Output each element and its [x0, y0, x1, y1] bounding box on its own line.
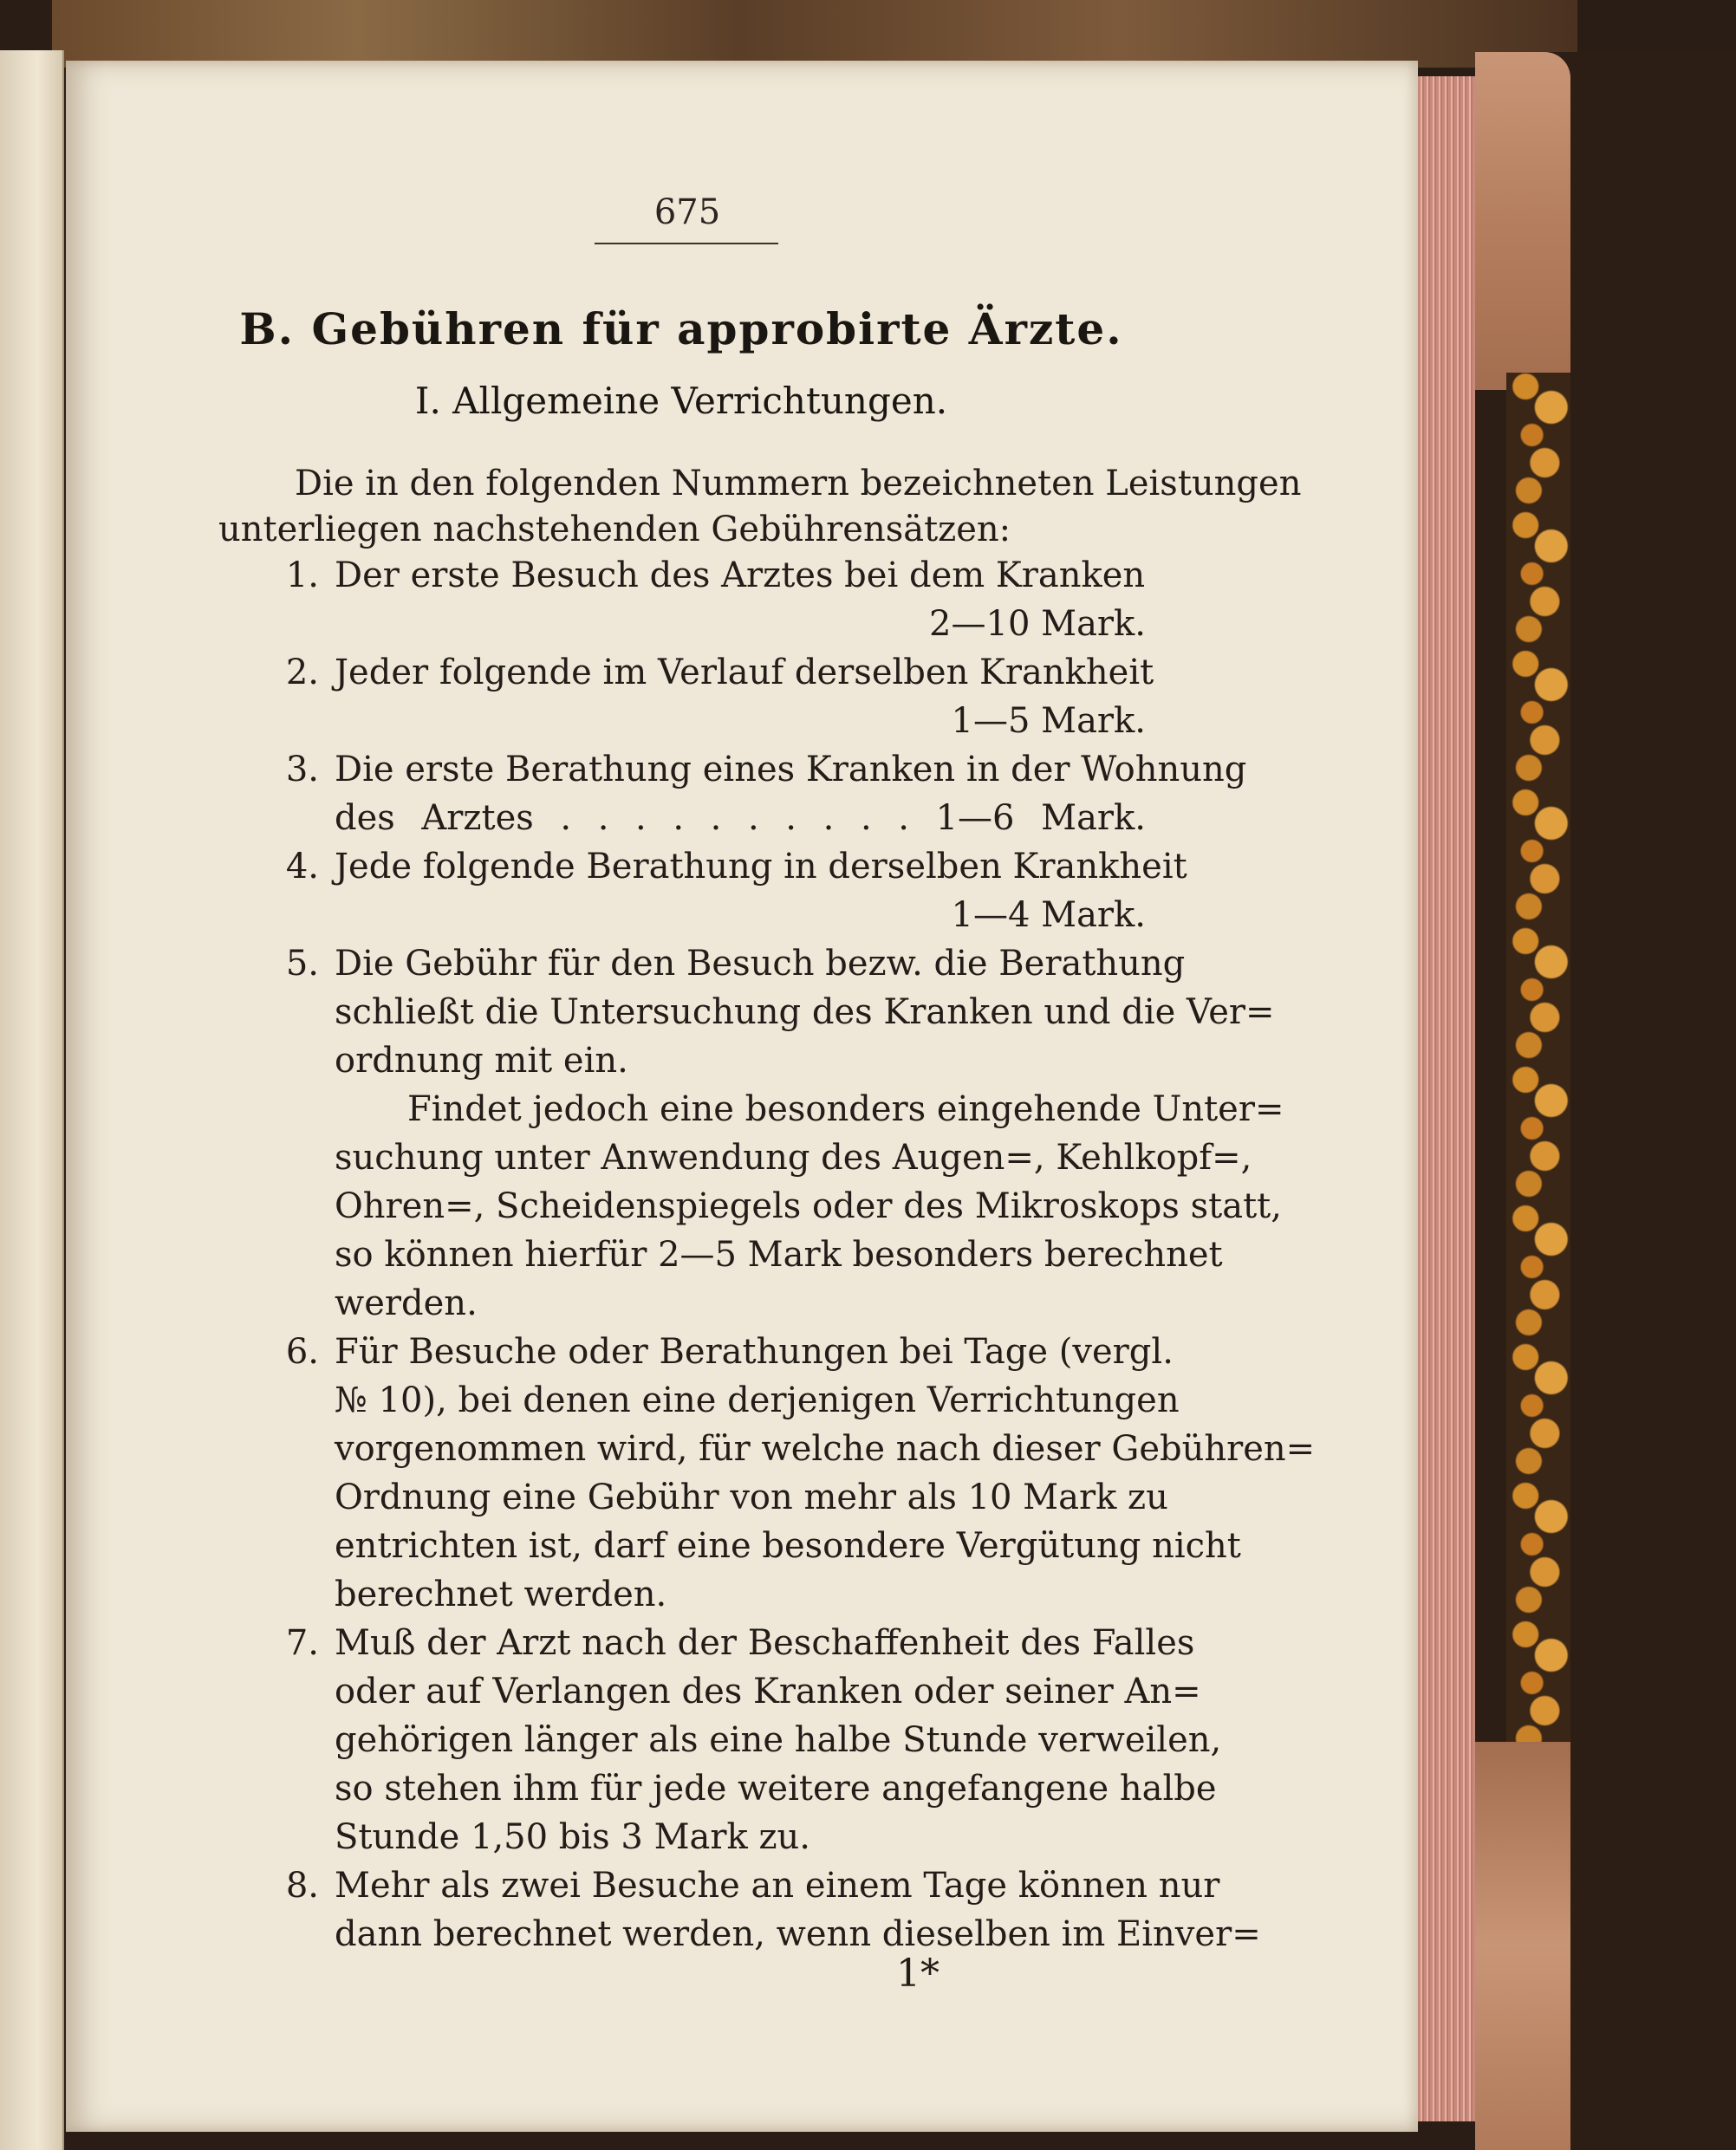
leather-corner-bottom	[1475, 1742, 1570, 2150]
item-line: Ordnung eine Gebühr von mehr als 10 Mark zu	[335, 1478, 1168, 1517]
item-number: 5.	[285, 944, 319, 984]
item-number: 2.	[285, 653, 319, 692]
item-line: gehörigen länger als eine halbe Stunde verweilen,	[335, 1720, 1222, 1760]
intro-line: Die in den folgenden Nummern bezeichneten Leistungen	[295, 464, 1302, 503]
item-line: Die erste Berathung eines Kranken in der Wohnung	[335, 750, 1247, 789]
item-line: Ohren=, Scheidenspiegels oder des Mikroskops statt,	[335, 1186, 1282, 1226]
item-fee: 1—5 Mark.	[951, 701, 1146, 741]
item-line: Der erste Besuch des Arztes bei dem Kranken	[335, 555, 1146, 595]
item-number: 3.	[285, 750, 319, 789]
item-line: berechnet werden.	[335, 1575, 667, 1614]
left-page-edge	[0, 50, 64, 2150]
item-line: werden.	[335, 1283, 478, 1323]
item-fee: 1—4 Mark.	[951, 895, 1146, 935]
item-fee: 2—10 Mark.	[929, 604, 1146, 644]
item-number: 8.	[285, 1866, 319, 1906]
item-line: so stehen ihm für jede weitere angefangene halbe	[335, 1769, 1217, 1809]
item-line: schließt die Untersuchung des Kranken und die Ver=	[335, 992, 1275, 1032]
item-line: Muß der Arzt nach der Beschaffenheit des Falles	[335, 1623, 1195, 1663]
marbled-cover	[1506, 373, 1570, 1742]
section-heading: B. Gebühren für approbirte Ärzte.	[239, 303, 1123, 354]
page-edges	[1418, 76, 1475, 2121]
item-line: Jede folgende Berathung in derselben Krankheit	[335, 847, 1187, 887]
item-line: vorgenommen wird, für welche nach dieser Gebühren=	[335, 1429, 1316, 1469]
item-line: Findet jedoch eine besonders eingehende Unter=	[407, 1089, 1284, 1129]
item-line: № 10), bei denen eine derjenigen Verrichtungen	[335, 1380, 1180, 1420]
item-line: Die Gebühr für den Besuch bezw. die Berathung	[335, 944, 1186, 984]
item-number: 1.	[285, 555, 319, 595]
item-number: 4.	[285, 847, 319, 887]
item-line: des Arztes . . . . . . . . . . 1—6 Mark.	[335, 798, 1146, 838]
item-line: Jeder folgende im Verlauf derselben Krankheit	[335, 653, 1154, 692]
item-number: 6.	[285, 1332, 319, 1372]
item-line: oder auf Verlangen des Kranken oder seiner An=	[335, 1672, 1201, 1712]
item-number: 7.	[285, 1623, 319, 1663]
intro-line: unterliegen nachstehenden Gebührensätzen:	[218, 510, 1011, 549]
book-cover-top	[52, 0, 1577, 68]
item-line: Für Besuche oder Berathungen bei Tage (vergl.	[335, 1332, 1174, 1372]
page-number-rule	[595, 243, 778, 244]
item-line: so können hierfür 2—5 Mark besonders berechnet	[335, 1235, 1223, 1275]
subsection-heading: I. Allgemeine Verrichtungen.	[414, 380, 948, 422]
item-line: Mehr als zwei Besuche an einem Tage können nur	[335, 1866, 1220, 1906]
item-line: ordnung mit ein.	[335, 1041, 628, 1081]
item-line: dann berechnet werden, wenn dieselben im Einver=	[335, 1914, 1261, 1954]
item-line: Stunde 1,50 bis 3 Mark zu.	[335, 1817, 811, 1857]
leather-corner-top	[1475, 52, 1570, 390]
item-line: entrichten ist, darf eine besondere Vergütung nicht	[335, 1526, 1241, 1566]
item-line: suchung unter Anwendung des Augen=, Kehlkopf=,	[335, 1138, 1252, 1178]
page-number: 675	[653, 192, 721, 232]
signature-mark: 1*	[896, 1952, 940, 1996]
